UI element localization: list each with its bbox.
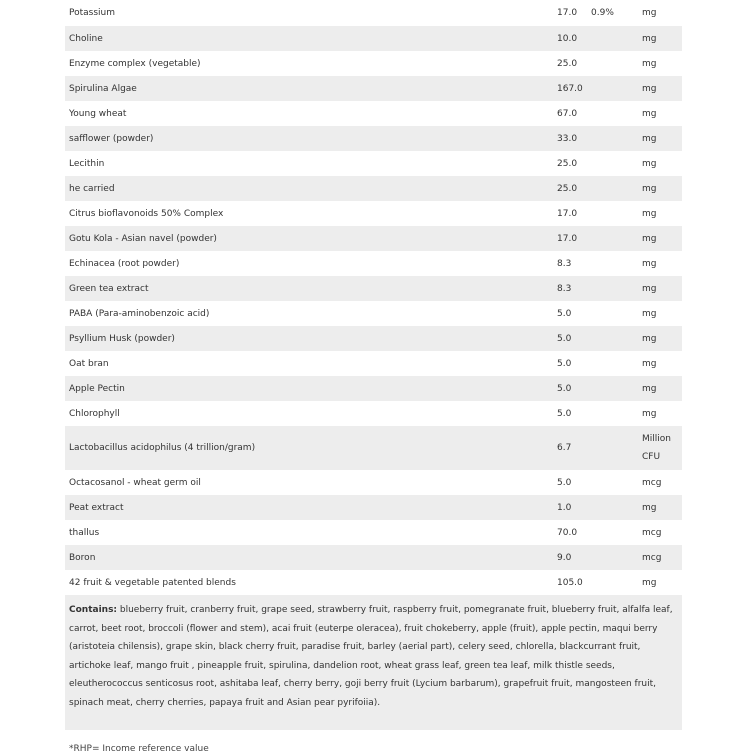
ingredient-unit: mg bbox=[642, 408, 657, 419]
ingredient-unit: mg bbox=[642, 83, 657, 94]
ingredient-name: PABA (Para-aminobenzoic acid) bbox=[69, 308, 210, 319]
table-row bbox=[65, 520, 682, 545]
table-row bbox=[65, 151, 682, 176]
ingredient-name: Green tea extract bbox=[69, 283, 149, 294]
ingredient-name: Lactobacillus acidophilus (4 trillion/gram) bbox=[69, 443, 256, 453]
ingredient-amount: 1.0 bbox=[557, 502, 572, 513]
table-row bbox=[65, 570, 682, 595]
ingredient-name: Echinacea (root powder) bbox=[69, 258, 180, 269]
ingredient-unit: mg bbox=[642, 8, 657, 18]
ingredient-name: Gotu Kola - Asian navel (powder) bbox=[69, 233, 217, 244]
ingredient-name: Boron bbox=[69, 552, 96, 563]
ingredient-unit: mg bbox=[642, 383, 657, 394]
table-row bbox=[65, 51, 682, 76]
table-row bbox=[65, 76, 682, 101]
ingredient-name: Citrus bioflavonoids 50% Complex bbox=[69, 208, 224, 219]
table-row bbox=[65, 351, 682, 376]
ingredient-amount: 25.0 bbox=[557, 183, 578, 194]
ingredient-name: safflower (powder) bbox=[69, 133, 154, 144]
ingredient-name: thallus bbox=[69, 527, 100, 538]
ingredient-name: Spirulina Algae bbox=[69, 83, 137, 94]
ingredient-amount: 10.0 bbox=[557, 33, 578, 44]
ingredient-amount: 17.0 bbox=[557, 208, 578, 219]
ingredient-unit: mg bbox=[642, 258, 657, 269]
table-row bbox=[65, 301, 682, 326]
ingredient-amount: 25.0 bbox=[557, 58, 578, 69]
table-row bbox=[65, 176, 682, 201]
ingredient-unit: mcg bbox=[642, 552, 662, 563]
ingredient-amount: 33.0 bbox=[557, 133, 578, 144]
contains-block bbox=[65, 595, 682, 730]
ingredient-amount: 17.0 bbox=[557, 8, 578, 18]
ingredient-percent: 0.9% bbox=[591, 8, 614, 18]
ingredient-unit: mg bbox=[642, 358, 657, 369]
table-row bbox=[65, 470, 682, 495]
ingredient-unit: mg bbox=[642, 577, 657, 588]
ingredient-unit: mg bbox=[642, 502, 657, 513]
ingredient-name: he carried bbox=[69, 183, 115, 194]
ingredient-amount: 9.0 bbox=[557, 552, 572, 563]
ingredient-unit: mg bbox=[642, 208, 657, 219]
table-row bbox=[65, 251, 682, 276]
ingredient-amount: 105.0 bbox=[557, 577, 583, 588]
table-row bbox=[65, 26, 682, 51]
table-row bbox=[65, 401, 682, 426]
contains-label: Contains: bbox=[69, 605, 118, 615]
ingredient-amount: 5.0 bbox=[557, 333, 572, 344]
ingredient-name: Oat bran bbox=[69, 358, 109, 369]
ingredient-unit: mcg bbox=[642, 477, 662, 488]
nutrition-table bbox=[65, 0, 682, 754]
ingredient-name: Chlorophyll bbox=[69, 408, 120, 419]
ingredient-amount: 5.0 bbox=[557, 358, 572, 369]
table-row bbox=[65, 426, 682, 470]
ingredient-name: Apple Pectin bbox=[69, 383, 125, 394]
ingredient-name: Young wheat bbox=[69, 108, 127, 119]
ingredient-amount: 8.3 bbox=[557, 258, 572, 269]
ingredient-unit: Million CFU bbox=[642, 434, 671, 462]
ingredient-unit: mg bbox=[642, 158, 657, 169]
ingredient-amount: 70.0 bbox=[557, 527, 578, 538]
contains-text: blueberry fruit, cranberry fruit, grape seed, strawberry fruit, raspberry fruit, pomegranate fruit, blueberry fruit, alfalfa leaf, carrot, beet root, broccoli (flower and stem), acai fruit (euterpe oleracea), fruit chokeberry, apple (fruit), apple pectin, maqui berry (aristoteia chilensis), grape skin, black cherry fruit, paradise fruit, barley (aerial part), celery seed, chlorella, blackcurrant fruit, artichoke leaf, mango fruit , pineapple fruit, spirulina, dandelion root, wheat grass leaf, green tea leaf, milk thistle seeds, eleutherococcus senticosus root, ashitaba leaf, cherry berry, goji berry fruit (Lycium barbarum), grapefruit fruit, mangosteen fruit, spinach meat, cherry cherries, papaya fruit and Asian pear pyrifoiia). bbox=[69, 605, 673, 708]
table-row bbox=[65, 226, 682, 251]
ingredient-unit: mg bbox=[642, 183, 657, 194]
ingredient-unit: mcg bbox=[642, 527, 662, 538]
table-row bbox=[65, 201, 682, 226]
ingredient-unit: mg bbox=[642, 58, 657, 69]
ingredient-name: Octacosanol - wheat germ oil bbox=[69, 477, 201, 488]
table-row bbox=[65, 276, 682, 301]
ingredient-name: Potassium bbox=[69, 8, 116, 18]
table-row bbox=[65, 126, 682, 151]
ingredient-amount: 5.0 bbox=[557, 383, 572, 394]
table-row bbox=[65, 495, 682, 520]
ingredient-amount: 5.0 bbox=[557, 408, 572, 419]
ingredient-amount: 6.7 bbox=[557, 443, 572, 453]
ingredient-unit: mg bbox=[642, 133, 657, 144]
ingredient-amount: 25.0 bbox=[557, 158, 578, 169]
ingredient-amount: 17.0 bbox=[557, 233, 578, 244]
ingredient-name: Choline bbox=[69, 33, 103, 44]
ingredient-unit: mg bbox=[642, 233, 657, 244]
table-row bbox=[65, 376, 682, 401]
table-row bbox=[65, 545, 682, 570]
ingredient-amount: 5.0 bbox=[557, 308, 572, 319]
ingredient-amount: 167.0 bbox=[557, 83, 583, 94]
ingredient-name: Enzyme complex (vegetable) bbox=[69, 58, 201, 69]
ingredient-amount: 5.0 bbox=[557, 477, 572, 488]
ingredient-name: Peat extract bbox=[69, 502, 124, 513]
ingredient-unit: mg bbox=[642, 283, 657, 294]
table-row bbox=[65, 0, 682, 26]
ingredient-unit: mg bbox=[642, 308, 657, 319]
ingredient-amount: 67.0 bbox=[557, 108, 578, 119]
ingredient-amount: 8.3 bbox=[557, 283, 572, 294]
ingredient-unit: mg bbox=[642, 33, 657, 44]
ingredient-unit: mg bbox=[642, 333, 657, 344]
ingredient-unit: mg bbox=[642, 108, 657, 119]
footnote: *RHP= Income reference value bbox=[69, 744, 209, 754]
ingredient-name: Lecithin bbox=[69, 158, 105, 169]
table-row bbox=[65, 326, 682, 351]
ingredient-name: 42 fruit & vegetable patented blends bbox=[69, 577, 236, 588]
ingredient-name: Psyllium Husk (powder) bbox=[69, 333, 175, 344]
table-row bbox=[65, 101, 682, 126]
ingredient-rows bbox=[65, 0, 682, 595]
